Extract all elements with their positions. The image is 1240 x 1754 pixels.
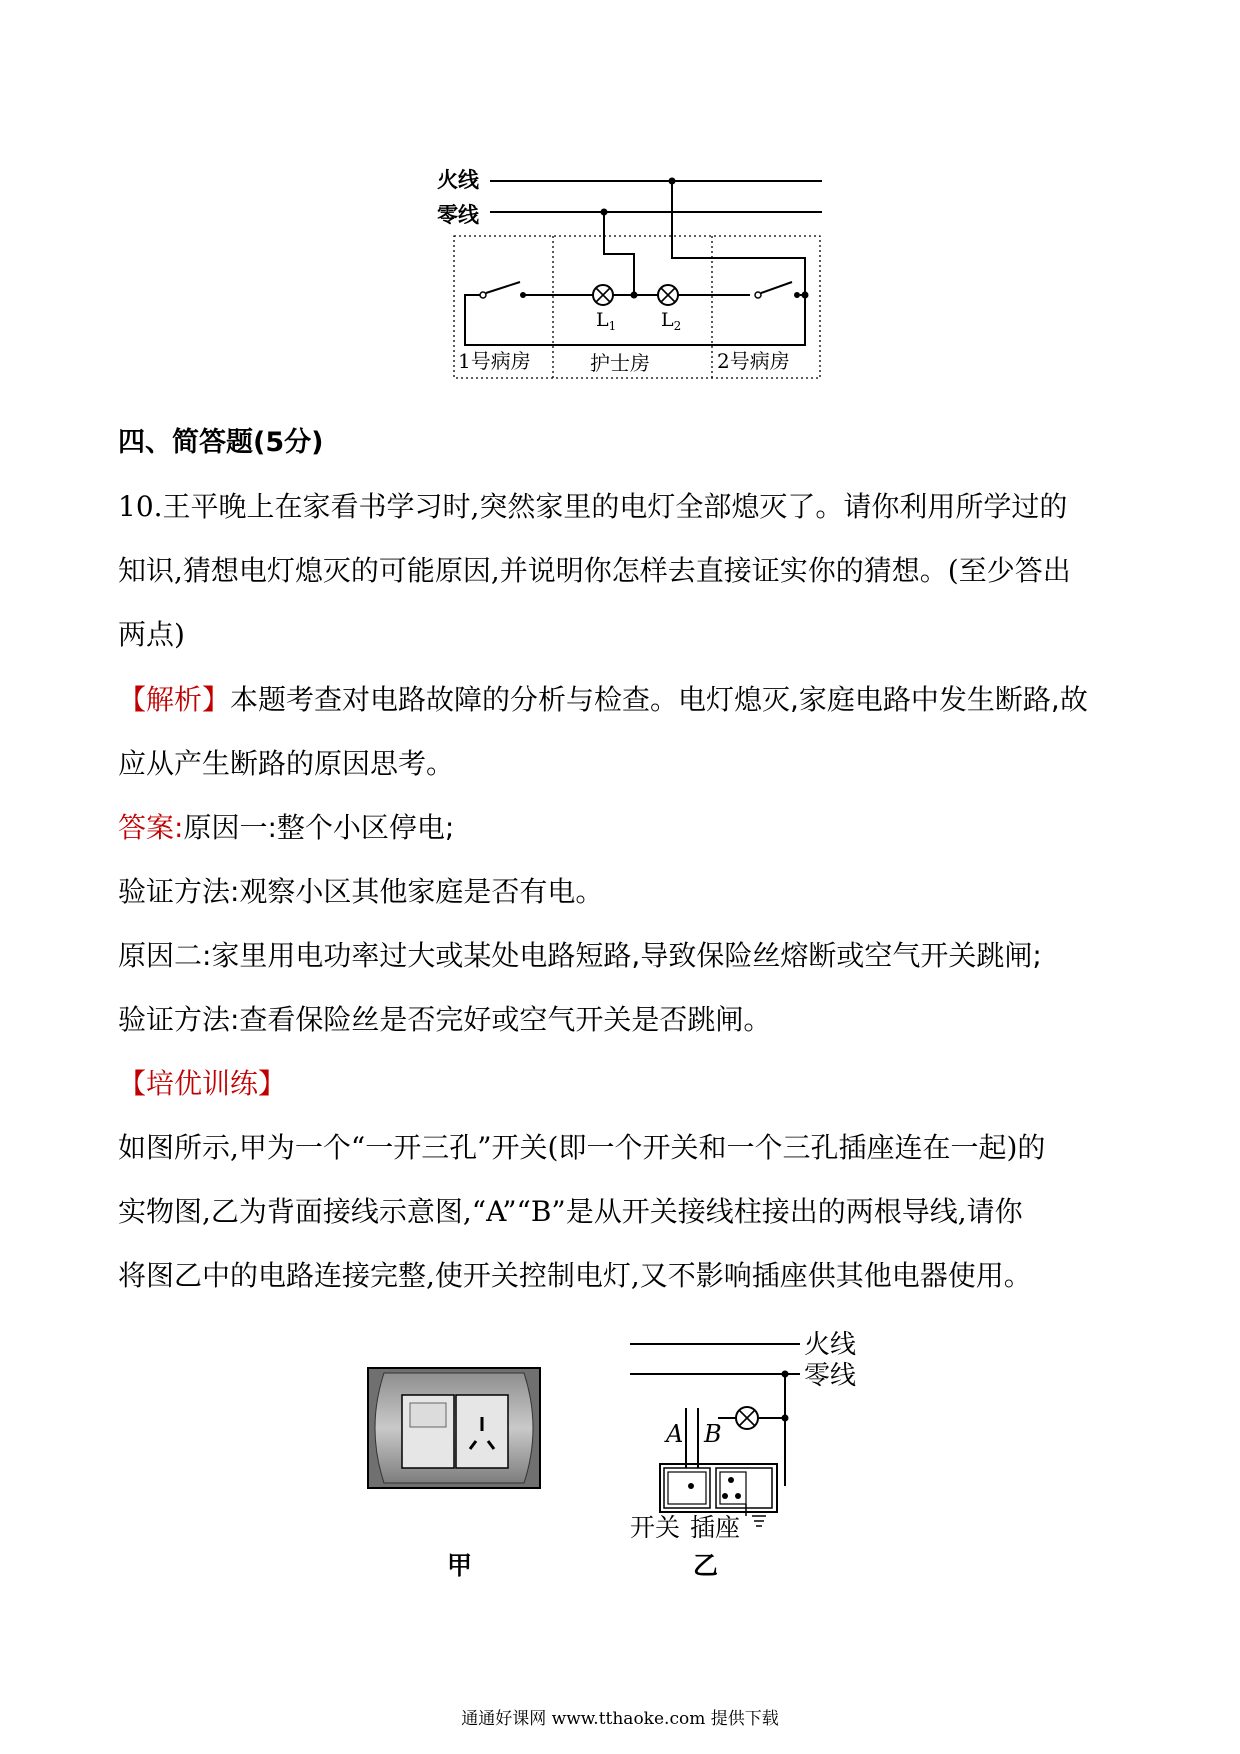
terminal-dot <box>688 1483 694 1489</box>
switch-socket-photo <box>360 1365 550 1500</box>
training-line: 如图所示,甲为一个“一开三孔”开关(即一个开关和一个三孔插座连在一起)的 <box>118 1131 1046 1164</box>
terminal-dot <box>722 1493 728 1499</box>
junction-dot <box>802 292 809 299</box>
neutral-wire-label: 零线 <box>437 202 479 227</box>
analysis-block <box>118 668 1128 796</box>
answer-block <box>118 796 1128 1052</box>
lamp-l2-label: $L_2$ <box>661 309 682 333</box>
training-block <box>118 1052 1128 1308</box>
wire-b-label: B <box>704 1420 722 1448</box>
training-line: 实物图,乙为背面接线示意图,“A”“B”是从开关接线柱接出的两根导线,请你 <box>118 1195 1023 1228</box>
switch-contact <box>480 292 486 298</box>
neutral-wire-label: 零线 <box>804 1361 857 1391</box>
junction-dot <box>631 292 638 299</box>
lamp-l1 <box>593 285 613 305</box>
live-wire-label: 火线 <box>437 167 479 192</box>
training-line: 将图乙中的电路连接完整,使开关控制电灯,又不影响插座供其他电器使用。 <box>118 1259 1032 1292</box>
answer-tag: 答案: <box>118 811 184 844</box>
switch-label: 开关 <box>630 1513 681 1542</box>
nurse-room-label: 护士房 <box>590 351 650 375</box>
answer-line: 原因一:整个小区停电; <box>183 811 455 844</box>
switch-contact <box>794 292 800 298</box>
terminal-dot <box>735 1493 741 1499</box>
wire-a-label: A <box>666 1420 684 1448</box>
ward-circuit-diagram <box>420 160 840 390</box>
answer-line: 验证方法:查看保险丝是否完好或空气开关是否跳闸。 <box>118 1003 772 1036</box>
terminal-dot <box>728 1477 734 1483</box>
training-tag: 【培优训练】 <box>118 1067 287 1100</box>
lamp-icon <box>736 1407 758 1429</box>
wiring-diagram <box>620 1320 880 1550</box>
analysis-text: 本题考查对电路故障的分析与检查。电灯熄灭,家庭电路中发生断路,故 <box>230 683 1088 716</box>
socket-face <box>456 1395 508 1468</box>
return-loop-wire <box>465 295 805 345</box>
neutral-drop-wire <box>604 212 634 295</box>
lamp-l1-label: $L_1$ <box>596 309 617 333</box>
section-heading: 四、简答题(5分) <box>118 427 324 458</box>
figure-yi-caption: 乙 <box>693 1551 719 1580</box>
answer-line: 原因二:家里用电功率过大或某处电路短路,导致保险丝熔断或空气开关跳闸; <box>118 939 1042 972</box>
lamp-l2 <box>658 285 678 305</box>
analysis-tag: 【解析】 <box>118 683 231 716</box>
room-1-label: 1号病房 <box>458 349 531 373</box>
switch-contact <box>520 292 526 298</box>
live-wire-label: 火线 <box>804 1330 857 1360</box>
answer-line: 验证方法:观察小区其他家庭是否有电。 <box>118 875 604 908</box>
socket-label: 插座 <box>690 1513 741 1542</box>
footer-watermark: 通通好课网 www.tthaoke.com 提供下载 <box>461 1709 779 1729</box>
switch-contact <box>755 292 761 298</box>
room-2-label: 2号病房 <box>717 349 790 373</box>
figure-jia-caption: 甲 <box>447 1551 473 1580</box>
question-10 <box>118 475 1128 667</box>
question-line: 两点) <box>118 618 185 651</box>
analysis-text: 应从产生断路的原因思考。 <box>118 747 455 780</box>
socket-terminal-box <box>716 1468 772 1508</box>
back-box-outer <box>660 1464 777 1512</box>
question-line: 10.王平晚上在家看书学习时,突然家里的电灯全部熄灭了。请你利用所学过的 <box>118 490 1068 523</box>
question-line: 知识,猜想电灯熄灭的可能原因,并说明你怎样去直接证实你的猜想。(至少答出 <box>118 554 1071 587</box>
live-drop-wire <box>672 181 805 295</box>
switch-terminal-box <box>664 1468 710 1508</box>
